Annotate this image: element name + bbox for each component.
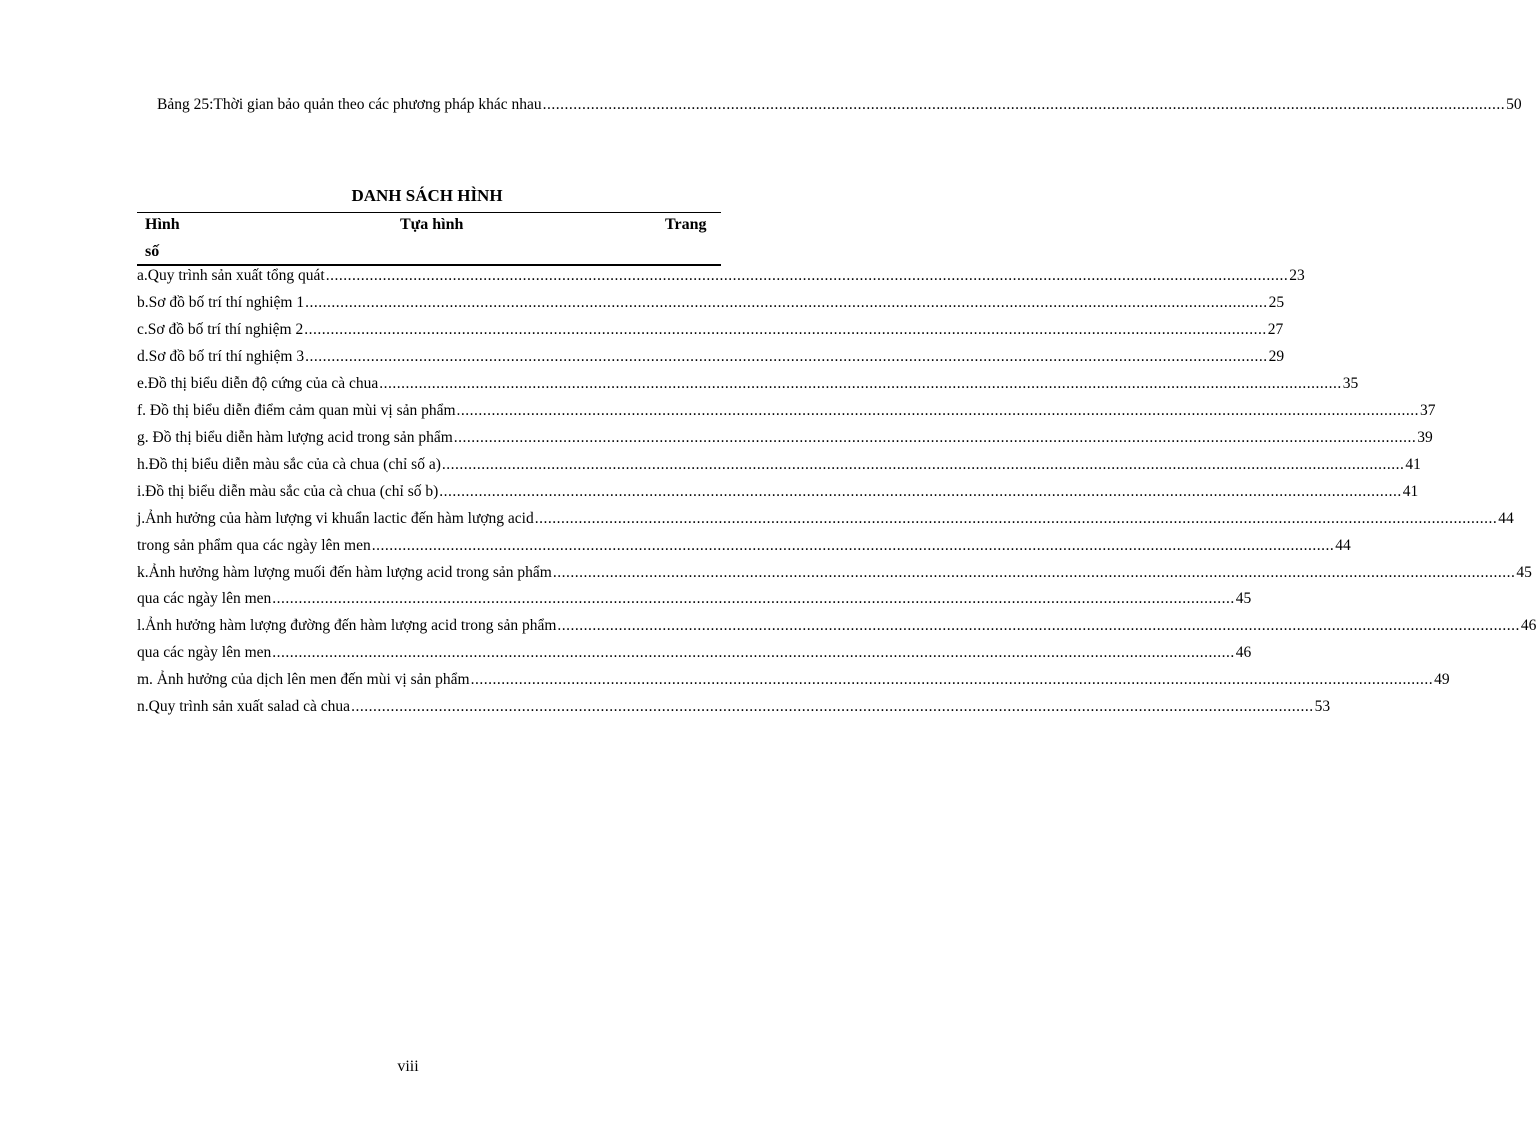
figure-caption: a.Quy trình sản xuất tổng quát xyxy=(137,267,325,284)
section-title: DANH SÁCH HÌNH xyxy=(351,186,503,205)
figure-caption: m. Ảnh hưởng của dịch lên men đến mùi vị sản phẩm xyxy=(137,671,470,689)
figure-caption: f. Đồ thị biểu diễn điểm cảm quan mùi vị sản phẩm xyxy=(137,401,456,419)
figure-list-item xyxy=(137,536,1351,555)
figure-list-item xyxy=(137,698,1331,716)
figure-list-item xyxy=(137,563,1532,582)
dot-leader: ............................................................................................................................................................................................................................ xyxy=(371,536,1335,554)
figure-list-item xyxy=(137,455,1421,474)
header-figure-number: Hình xyxy=(145,216,180,233)
figure-page: 49 xyxy=(1434,671,1450,689)
figure-list-item xyxy=(137,401,1436,420)
figure-list-item xyxy=(137,671,1450,689)
dot-leader: ............................................................................................................................................................................................................................ xyxy=(272,590,1235,608)
dot-leader: ............................................................................................................................................................................................................................ xyxy=(379,374,1342,392)
dot-leader: ............................................................................................................................................................................................................................ xyxy=(557,617,1520,635)
figure-page: 25 xyxy=(1268,293,1285,311)
figure-caption: b.Sơ đồ bố trí thí nghiệm 1 xyxy=(137,293,305,311)
figure-caption: qua các ngày lên men xyxy=(137,590,272,608)
figure-caption: j.Ảnh hưởng của hàm lượng vi khuẩn lactic đến hàm lượng acid xyxy=(137,509,534,527)
figure-page: 23 xyxy=(1289,267,1305,284)
dot-leader: ............................................................................................................................................................................................................................ xyxy=(439,482,1402,500)
figure-caption: n.Quy trình sản xuất salad cà chua xyxy=(137,698,351,716)
figure-caption: c.Sơ đồ bố trí thí nghiệm 2 xyxy=(137,320,304,338)
header-caption: Tựa hình xyxy=(400,216,464,233)
header-bottom-rule xyxy=(137,264,721,266)
dot-leader: ............................................................................................................................................................................................................................ xyxy=(272,644,1235,662)
figure-list-item xyxy=(137,320,1284,339)
figure-page: 45 xyxy=(1235,590,1252,608)
figure-page: 44 xyxy=(1335,536,1351,554)
figure-list-item xyxy=(137,509,1514,528)
figure-caption: h.Đồ thị biểu diễn màu sắc của cà chua (chỉ số a) xyxy=(137,455,441,473)
figure-page: 45 xyxy=(1516,563,1532,581)
figure-page: 44 xyxy=(1498,509,1514,527)
dot-leader: ............................................................................................................................................................................................................................ xyxy=(325,267,1289,284)
figure-caption: g. Đồ thị biểu diễn hàm lượng acid trong sản phẩm xyxy=(137,428,453,446)
header-top-rule xyxy=(137,212,721,213)
figure-caption: qua các ngày lên men xyxy=(137,644,272,662)
figure-page: 53 xyxy=(1314,698,1331,716)
page-number: viii xyxy=(397,1058,419,1075)
dot-leader: ............................................................................................................................................................................................................................ xyxy=(304,320,1267,338)
figure-list-item xyxy=(137,590,1252,608)
figure-page: 46 xyxy=(1520,617,1536,635)
figure-caption: k.Ảnh hưởng hàm lượng muối đến hàm lượng acid trong sản phẩm xyxy=(137,563,552,581)
dot-leader: ............................................................................................................................................................................................................................ xyxy=(552,563,1516,581)
dot-leader: ............................................................................................................................................................................................................................ xyxy=(456,401,1420,419)
header-page: Trang xyxy=(665,216,707,233)
header-figure-number-cont: số xyxy=(145,243,160,260)
figure-page: 41 xyxy=(1402,482,1419,500)
dot-leader: ............................................................................................................................................................................................................................ xyxy=(351,698,1314,716)
dot-leader: ............................................................................................................................................................................................................................ xyxy=(542,96,1506,113)
dot-leader: ............................................................................................................................................................................................................................ xyxy=(441,455,1405,473)
figure-list-item xyxy=(137,428,1433,447)
figure-page: 41 xyxy=(1405,455,1421,473)
dot-leader: ............................................................................................................................................................................................................................ xyxy=(470,671,1434,689)
figure-list-item xyxy=(137,293,1285,312)
figure-list-item xyxy=(137,374,1359,393)
figure-page: 35 xyxy=(1342,374,1359,392)
figure-caption: e.Đồ thị biểu diễn độ cứng của cà chua xyxy=(137,374,379,392)
figure-caption: i.Đồ thị biểu diễn màu sắc của cà chua (chỉ số b) xyxy=(137,482,439,500)
figure-list-item xyxy=(137,347,1285,366)
figure-page: 37 xyxy=(1420,401,1436,419)
dot-leader: ............................................................................................................................................................................................................................ xyxy=(534,509,1498,527)
entry-text: Bảng 25:Thời gian bảo quản theo các phương pháp khác nhau xyxy=(157,96,542,113)
figure-list-item xyxy=(137,644,1252,662)
dot-leader: ............................................................................................................................................................................................................................ xyxy=(453,428,1417,446)
table-list-entry xyxy=(157,96,1522,114)
figure-page: 39 xyxy=(1417,428,1433,446)
figure-caption: l.Ảnh hưởng hàm lượng đường đến hàm lượng acid trong sản phẩm xyxy=(137,617,557,635)
figure-page: 46 xyxy=(1235,644,1252,662)
figure-caption: d.Sơ đồ bố trí thí nghiệm 3 xyxy=(137,347,305,365)
figure-list-item xyxy=(137,617,1536,635)
figure-list-item xyxy=(137,267,1305,285)
dot-leader: ............................................................................................................................................................................................................................ xyxy=(305,293,1268,311)
dot-leader: ............................................................................................................................................................................................................................ xyxy=(305,347,1268,365)
figure-page: 29 xyxy=(1268,347,1285,365)
entry-page: 50 xyxy=(1506,96,1522,113)
figure-list-item xyxy=(137,482,1419,501)
figure-page: 27 xyxy=(1267,320,1284,338)
figure-caption: trong sản phẩm qua các ngày lên men xyxy=(137,536,371,554)
